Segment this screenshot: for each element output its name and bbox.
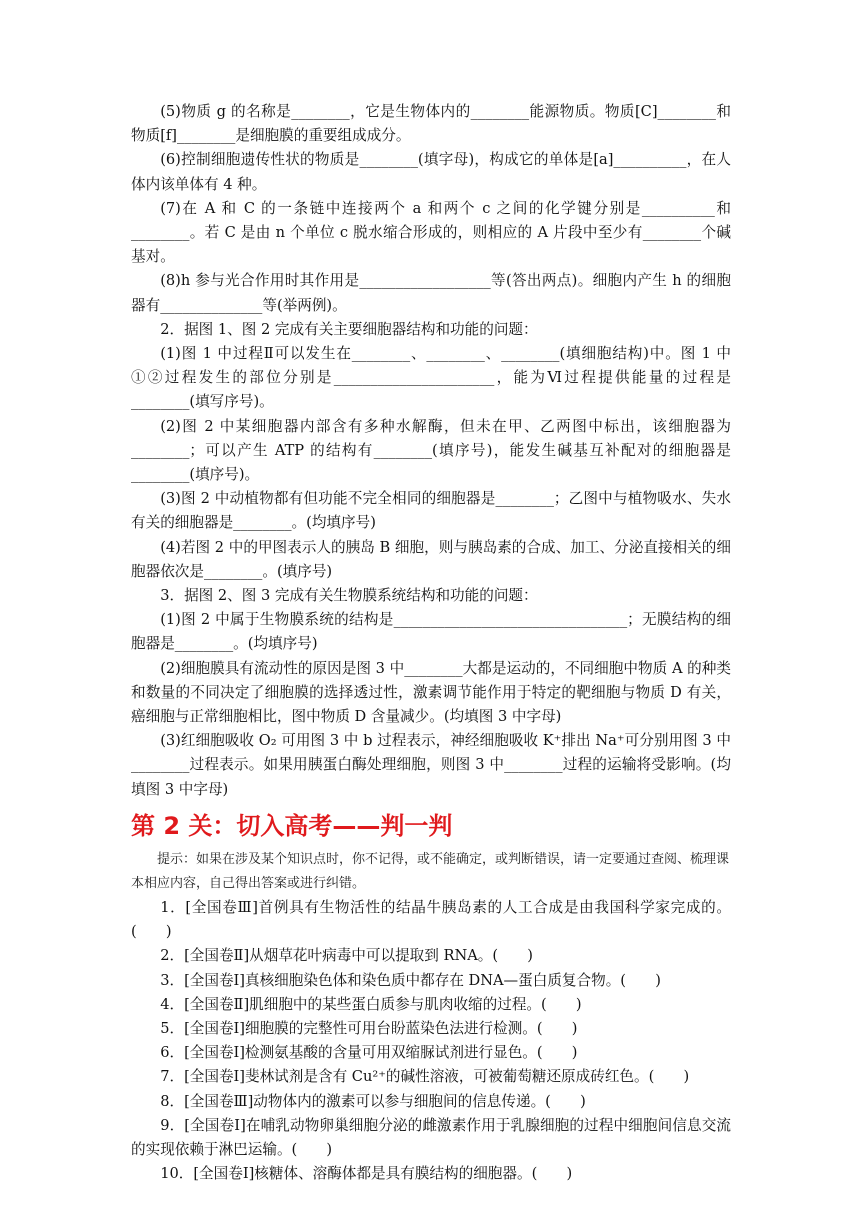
judge-item-4: 4．[全国卷Ⅱ]肌细胞中的某些蛋白质参与肌肉收缩的过程。( ) bbox=[160, 995, 582, 1013]
judge-item-8: 8．[全国卷Ⅲ]动物体内的激素可以参与细胞间的信息传递。( ) bbox=[160, 1092, 586, 1110]
item-2-title: 2．据图 1、图 2 完成有关主要细胞器结构和功能的问题： bbox=[160, 320, 538, 338]
item-2-question-2: (2)图 2 中某细胞器内部含有多种水解酶，但未在甲、乙两图中标出，该细胞器为________；可以产生 ATP 的结构有________(填序号)，能发生碱基互补配对的细胞器是________(填序号)。 bbox=[131, 417, 731, 484]
judge-item-9: 9．[全国卷Ⅰ]在哺乳动物卵巢细胞分泌的雌激素作用于乳腺细胞的过程中细胞间信息交流的实现依赖于淋巴运输。( ) bbox=[131, 1116, 731, 1158]
question-8: (8)h 参与光合作用时其作用是__________________等(答出两点)。细胞内产生 h 的细胞器有______________等(举两例)。 bbox=[131, 272, 731, 314]
section-heading: 第 2 关：切入高考——判一判 bbox=[131, 811, 453, 840]
item-3-question-3: (3)红细胞吸收 O₂ 可用图 3 中 b 过程表示，神经细胞吸收 K⁺排出 Na⁺可分别用图 3 中________过程表示。如果用胰蛋白酶处理细胞，则图 3 中________过程的运输将受影响。(均填图 3 中字母) bbox=[131, 732, 731, 798]
tip-label: 提示： bbox=[157, 851, 197, 867]
judge-item-1: 1．[全国卷Ⅲ]首例具有生物活性的结晶牛胰岛素的人工合成是由我国科学家完成的。( ) bbox=[131, 898, 731, 941]
item-3-question-2: (2)细胞膜具有流动性的原因是图 3 中________大都是运动的，不同细胞中物质 A 的种类和数量的不同决定了细胞膜的选择透过性，激素调节能作用于特定的靶细胞与物质 D 有关，癌细胞与正常细胞相比，图中物质 D 含量减少。(均填图 3 中字母) bbox=[131, 659, 731, 726]
judge-item-5: 5．[全国卷Ⅰ]细胞膜的完整性可用台盼蓝染色法进行检测。( ) bbox=[160, 1019, 578, 1037]
judge-item-10: 10．[全国卷Ⅰ]核糖体、溶酶体都是具有膜结构的细胞器。( ) bbox=[160, 1165, 573, 1183]
question-6: (6)控制细胞遗传性状的物质是________(填字母)，构成它的单体是[a]__________，在人体内该单体有 4 种。 bbox=[131, 151, 731, 193]
tip-paragraph bbox=[131, 848, 731, 896]
judge-item-6: 6．[全国卷Ⅰ]检测氨基酸的含量可用双缩脲试剂进行显色。( ) bbox=[160, 1044, 578, 1062]
document-page bbox=[131, 100, 731, 1186]
item-2-question-3: (3)图 2 中动植物都有但功能不完全相同的细胞器是________；乙图中与植物吸水、失水有关的细胞器是________。(均填序号) bbox=[131, 490, 731, 532]
judge-item-7: 7．[全国卷Ⅰ]斐林试剂是含有 Cu²⁺的碱性溶液，可被葡萄糖还原成砖红色。( ) bbox=[160, 1068, 690, 1086]
judge-item-2: 2．[全国卷Ⅱ]从烟草花叶病毒中可以提取到 RNA。( ) bbox=[160, 947, 533, 965]
item-3-question-1: (1)图 2 中属于生物膜系统的结构是________________________________；无膜结构的细胞器是________。(均填序号) bbox=[131, 611, 731, 653]
item-3-title: 3．据图 2、图 3 完成有关生物膜系统结构和功能的问题： bbox=[160, 587, 538, 605]
tip-text: 如果在涉及某个知识点时，你不记得，或不能确定，或判断错误，请一定要通过查阅、梳理课本相应内容，自己得出答案或进行纠错。 bbox=[131, 851, 730, 891]
question-5: (5)物质 g 的名称是________，它是生物体内的________能源物质。物质[C]________和物质[f]________是细胞膜的重要组成成分。 bbox=[131, 103, 731, 145]
item-2-question-1: (1)图 1 中过程Ⅱ可以发生在________、________、________(填细胞结构)中。图 1 中①②过程发生的部位分别是______________________，能为Ⅵ过程提供能量的过程是________(填写序号)。 bbox=[131, 345, 731, 411]
item-2-question-4: (4)若图 2 中的甲图表示人的胰岛 B 细胞，则与胰岛素的合成、加工、分泌直接相关的细胞器依次是________。(填序号) bbox=[131, 538, 731, 580]
judge-item-3: 3．[全国卷Ⅰ]真核细胞染色体和染色质中都存在 DNA—蛋白质复合物。( ) bbox=[160, 971, 661, 989]
question-7: (7)在 A 和 C 的一条链中连接两个 a 和两个 c 之间的化学键分别是__________和________。若 C 是由 n 个单位 c 脱水缩合形成的，则相应的 A 片段中至少有________个碱基对。 bbox=[131, 199, 731, 266]
